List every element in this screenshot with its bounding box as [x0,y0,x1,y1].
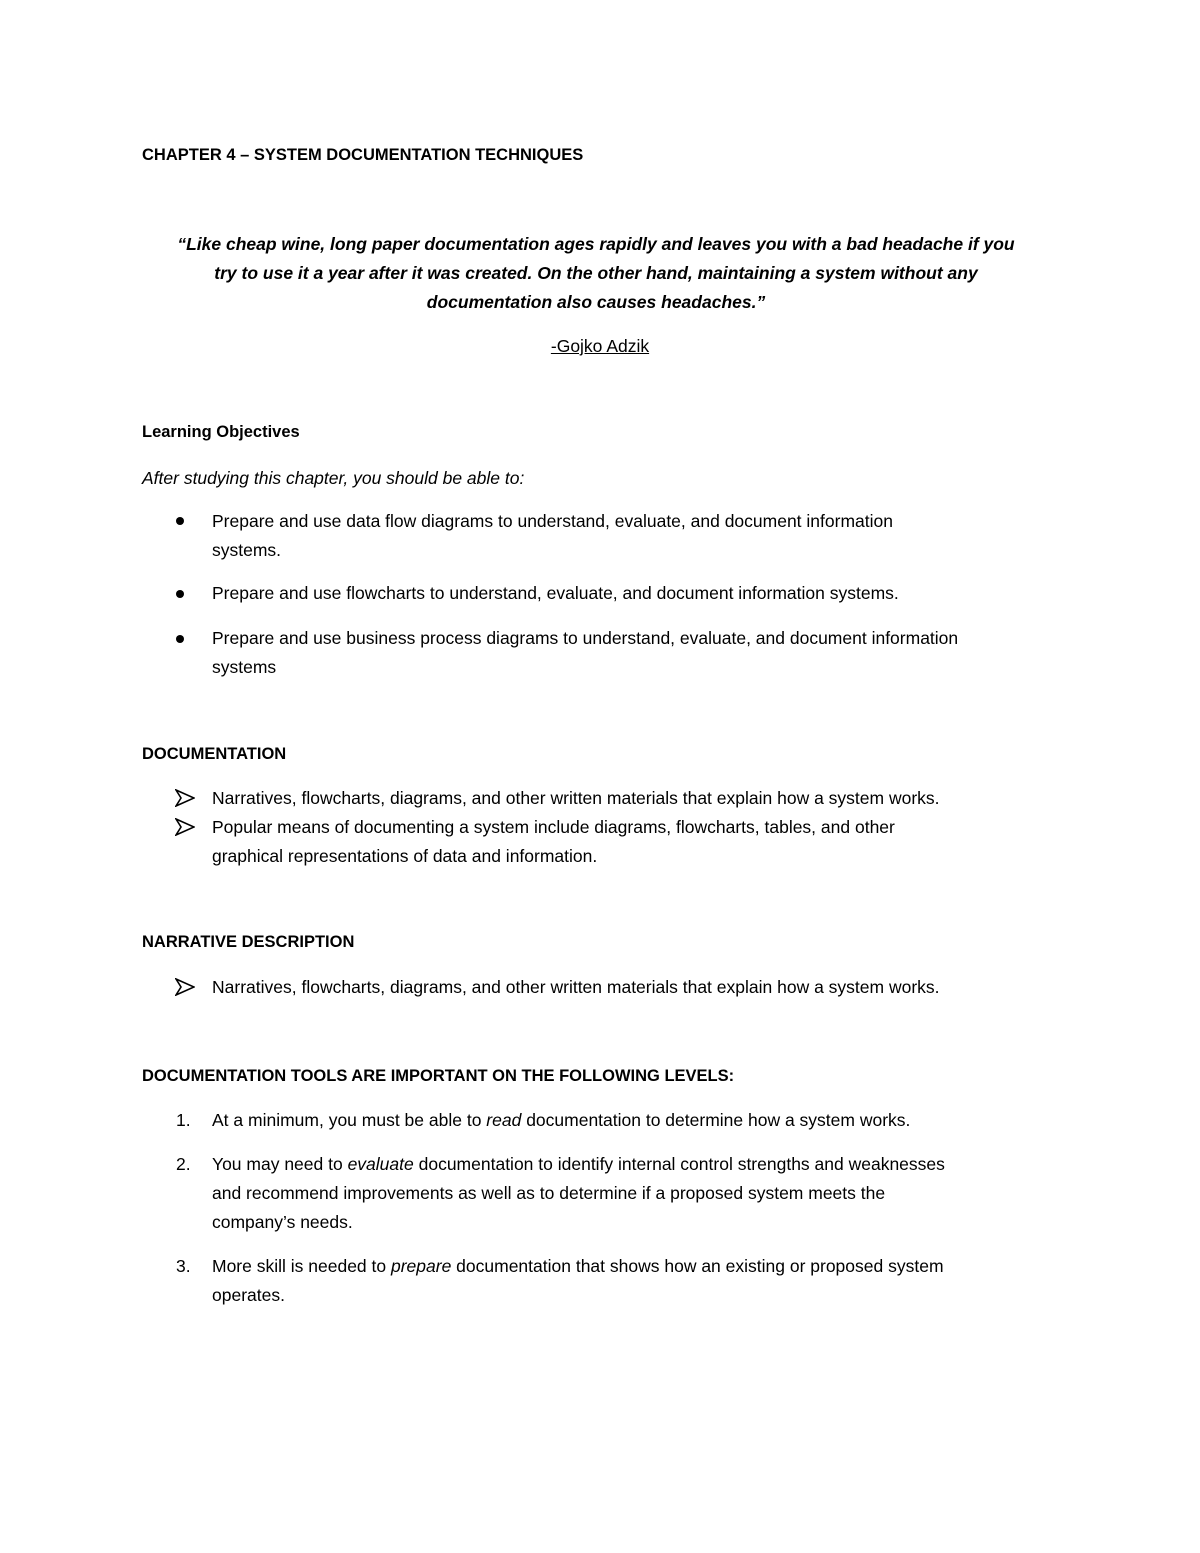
learning-objectives-intro: After studying this chapter, you should be able to: [142,468,525,488]
level-1-line-1: At a minimum, you must be able to read documentation to determine how a system works. [212,1110,911,1130]
level-2-line-1: You may need to evaluate documentation to identify internal control strengths and weaknesses [212,1154,945,1174]
bullet-icon [176,635,184,643]
level-2-line-3: company’s needs. [212,1212,353,1232]
objective-3-line-2: systems [212,657,277,677]
level-3-number: 3. [176,1256,191,1276]
level-2-line-2: and recommend improvements as well as to determine if a proposed system meets the [212,1183,886,1203]
quote-line-2: try to use it a year after it was created. On the other hand, maintaining a system without any [214,263,978,283]
emphasis-word: prepare [390,1256,452,1276]
emphasis-word: evaluate [347,1154,414,1174]
level-3-line-1: More skill is needed to prepare documentation that shows how an existing or proposed system [212,1256,944,1276]
level-1-number: 1. [176,1110,191,1130]
narrative-heading: NARRATIVE DESCRIPTION [142,933,355,951]
level-2-number: 2. [176,1154,191,1174]
documentation-item-1-line-1: Narratives, flowcharts, diagrams, and other written materials that explain how a system works. [212,788,940,808]
chapter-title: CHAPTER 4 – SYSTEM DOCUMENTATION TECHNIQUES [142,146,584,164]
documentation-heading: DOCUMENTATION [142,745,287,763]
arrowhead-bullet-icon [175,818,195,836]
objective-2-line-1: Prepare and use flowcharts to understand, evaluate, and document information systems. [212,583,899,603]
learning-objectives-heading: Learning Objectives [142,423,300,441]
objective-1-line-2: systems. [212,540,282,560]
objective-3-line-1: Prepare and use business process diagrams to understand, evaluate, and document information [212,628,959,648]
objective-1-line-1: Prepare and use data flow diagrams to understand, evaluate, and document information [212,511,893,531]
narrative-item-1-line-1: Narratives, flowcharts, diagrams, and other written materials that explain how a system works. [212,977,940,997]
levels-heading: DOCUMENTATION TOOLS ARE IMPORTANT ON THE FOLLOWING LEVELS: [142,1067,735,1085]
level-3-line-2: operates. [212,1285,285,1305]
quote-author: -Gojko Adzik [550,336,650,356]
quote-line-3: documentation also causes headaches.” [426,292,766,312]
documentation-item-2-line-1: Popular means of documenting a system include diagrams, flowcharts, tables, and other [212,817,895,837]
quote-line-1: “Like cheap wine, long paper documentation ages rapidly and leaves you with a bad headache if you [177,234,1015,254]
bullet-icon [176,517,184,525]
documentation-item-2-line-2: graphical representations of data and information. [212,846,598,866]
emphasis-word: read [486,1110,522,1130]
bullet-icon [176,590,184,598]
arrowhead-bullet-icon [175,789,195,807]
arrowhead-bullet-icon [175,978,195,996]
